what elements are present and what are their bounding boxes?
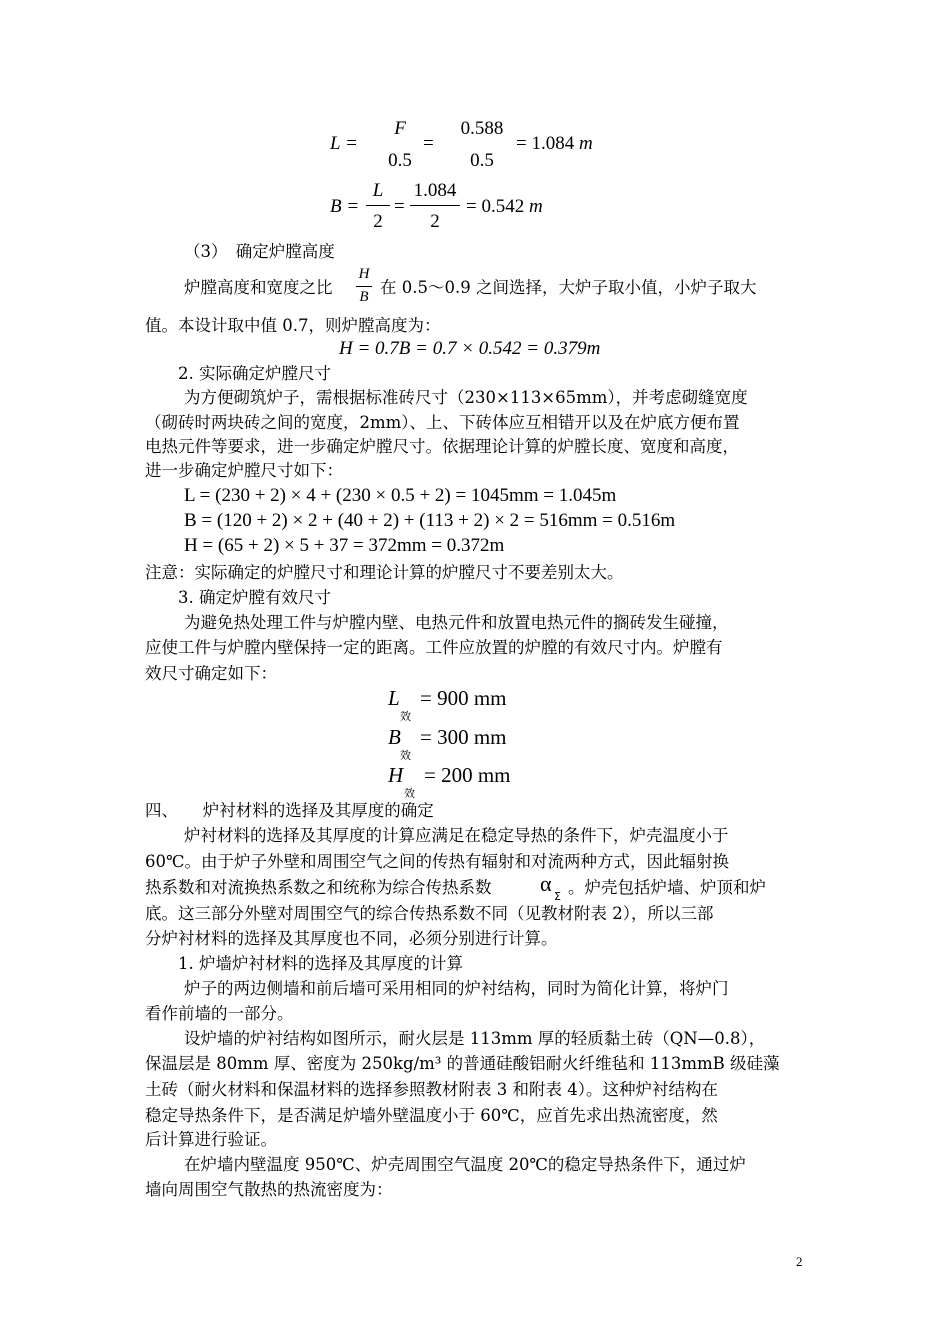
paragraph-line: 后计算进行验证。 [145,1130,277,1149]
frac-numerator: 1.084 [413,180,457,201]
eff-value: = 200 mm [424,763,511,787]
eq-lhs: L = [330,133,358,154]
eff-subscript: 效 [400,710,411,723]
paragraph-line: 应使工件与炉膛内壁保持一定的距离。工件应放置的炉膛的有效尺寸内。炉膛有 [145,638,723,657]
paragraph-line: 炉子的两边侧墙和前后墙可采用相同的炉衬结构，同时为简化计算，将炉门 [184,979,729,998]
frac-numerator: 0.588 [460,118,504,139]
paragraph-line: 为避免热处理工件与炉膛内壁、电热元件和放置电热元件的搁砖发生碰撞， [184,613,729,632]
frac-numerator: H [358,266,370,282]
paragraph-line: 在炉墙内壁温度 950℃、炉壳周围空气温度 20℃的稳定导热条件下，通过炉 [184,1155,746,1174]
paragraph-line: 值。本设计取中值 0.7，则炉膛高度为： [145,316,441,335]
paragraph-line: 为方便砌筑炉子，需根据标准砖尺寸（230×113×65mm），并考虑砌缝宽度 [184,388,748,407]
eff-symbol: L [388,686,400,710]
eff-value: = 900 mm [420,686,507,710]
paragraph-line: 土砖（耐火材料和保温材料的选择参照教材附表 3 和附表 4）。这种炉衬结构在 [145,1080,718,1099]
paragraph-line: （砌砖时两块砖之间的宽度，2mm）、上、下砖体应互相错开以及在炉底方便布置 [145,413,740,432]
page-number: 2 [796,1254,803,1269]
paragraph-line: 底。这三部分外壁对周围空气的综合传热系数不同（见教材附表 2），所以三部 [145,904,714,923]
equation-height-actual: H = (65 + 2) × 5 + 37 = 372mm = 0.372m [184,535,505,556]
paragraph-line: 60℃。由于炉子外壁和周围空气之间的传热有辐射和对流两种方式，因此辐射换 [145,852,729,871]
eq-lhs: B = [330,196,360,217]
paragraph-line: 进一步确定炉膛尺寸如下： [145,461,343,480]
paragraph-line: 热系数和对流换热系数之和统称为综合传热系数 [145,878,492,897]
frac-denominator: 0.5 [470,150,494,171]
eff-symbol: H [388,763,404,787]
paragraph-line: 炉膛高度和宽度之比 [184,278,333,297]
eq-equals: = [423,133,434,154]
eff-subscript: 效 [400,749,411,762]
paragraph-line: 在 0.5～0.9 之间选择，大炉子取小值，小炉子取大 [380,278,757,297]
frac-denominator: 2 [373,211,383,232]
eff-value: = 300 mm [420,725,507,749]
equation-length-actual: L = (230 + 2) × 4 + (230 × 0.5 + 2) = 1045mm = 1.045m [184,485,617,506]
alpha-subscript: Σ [554,890,561,903]
eq-result: = 1.084 m [516,133,593,154]
eff-subscript: 效 [404,787,415,800]
paragraph-line: 效尺寸确定如下： [145,664,277,683]
paragraph-line: 分炉衬材料的选择及其厚度也不同，必须分别进行计算。 [145,929,558,948]
frac-numerator: F [394,118,406,139]
frac-denominator: 0.5 [388,150,412,171]
equation-height: H = 0.7B = 0.7 × 0.542 = 0.379m [339,338,601,359]
section-heading: （3） 确定炉膛高度 [184,242,335,261]
frac-numerator: L [372,180,384,201]
paragraph-line: 墙向周围空气散热的热流密度为： [145,1180,393,1199]
section-heading: 1. 炉墙炉衬材料的选择及其厚度的计算 [178,954,463,973]
fraction-bar [410,205,460,206]
alpha-symbol: α [540,871,552,896]
note-text: 注意：实际确定的炉膛尺寸和理论计算的炉膛尺寸不要差别太大。 [145,563,624,582]
fraction-bar [366,205,390,206]
fraction-bar [356,286,372,287]
paragraph-line: 看作前墙的一部分。 [145,1004,294,1023]
paragraph-line: 。炉壳包括炉墙、炉顶和炉 [568,878,766,897]
section-heading: 3. 确定炉膛有效尺寸 [178,588,331,607]
paragraph-line: 保温层是 80mm 厚、密度为 250kg/m³ 的普通硅酸铝耐火纤维毡和 113mmB 级硅藻 [145,1054,780,1073]
chapter-heading: 四、 炉衬材料的选择及其厚度的确定 [145,801,434,820]
frac-denominator: B [359,289,369,305]
paragraph-line: 稳定导热条件下，是否满足炉墙外壁温度小于 60℃，应首先求出热流密度，然 [145,1106,718,1125]
eq-result: = 0.542 m [466,196,543,217]
eq-equals: = [394,196,405,217]
equation-width-actual: B = (120 + 2) × 2 + (40 + 2) + (113 + 2) × 2 = 516mm = 0.516m [184,510,676,531]
section-heading: 2. 实际确定炉膛尺寸 [178,364,331,383]
paragraph-line: 设炉墙的炉衬结构如图所示，耐火层是 113mm 厚的轻质黏土砖（QN—0.8）， [184,1029,766,1048]
paragraph-line: 炉衬材料的选择及其厚度的计算应满足在稳定导热的条件下，炉壳温度小于 [184,826,729,845]
eff-symbol: B [388,725,401,749]
paragraph-line: 电热元件等要求，进一步确定炉膛尺寸。依据理论计算的炉膛长度、宽度和高度， [145,437,739,456]
frac-denominator: 2 [430,211,440,232]
